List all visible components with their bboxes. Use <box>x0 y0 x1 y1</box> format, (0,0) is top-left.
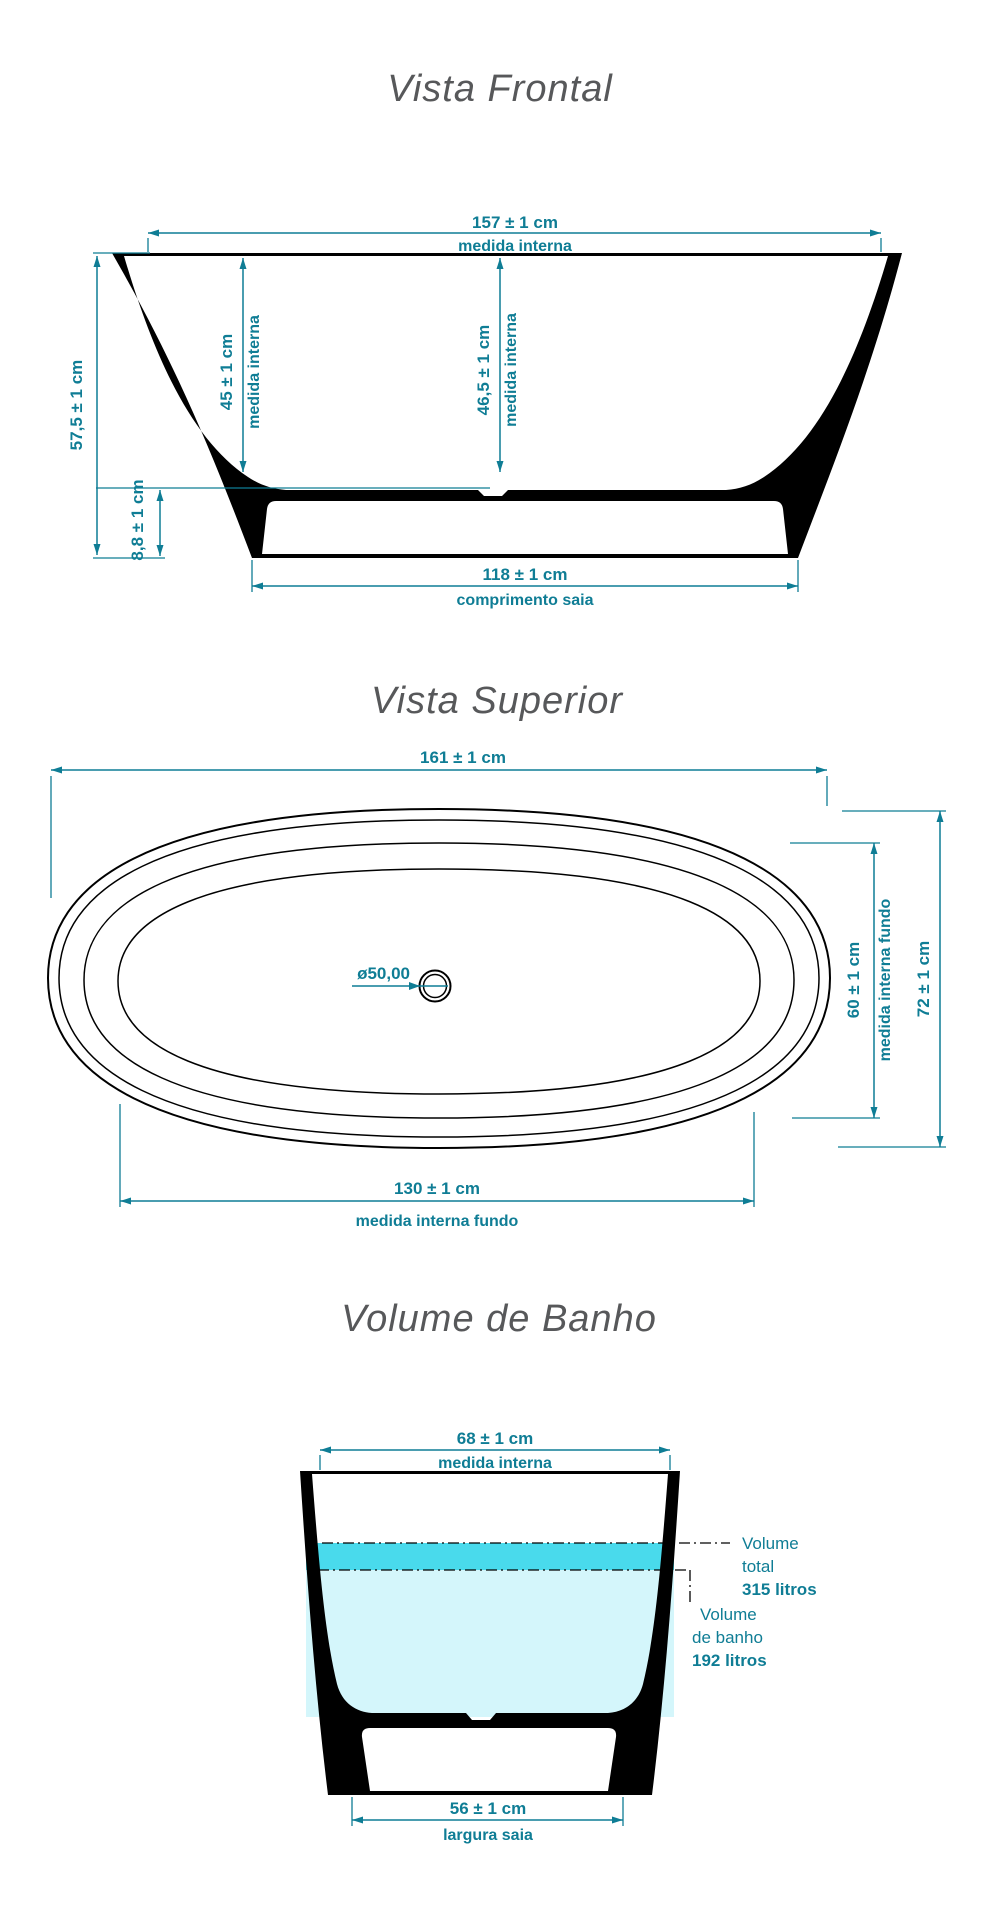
drain-diameter-value: ø50,00 <box>357 964 410 983</box>
volume-internal-width-value: 68 ± 1 cm <box>456 1429 534 1448</box>
top-inner-bottom-outline <box>118 869 760 1094</box>
top-outer-rim-outline <box>48 809 830 1148</box>
front-view-title: Vista Frontal <box>387 68 613 110</box>
volume-bath-line1: Volume <box>700 1605 757 1624</box>
volume-total-line2: total <box>742 1557 775 1576</box>
front-base-height-value: 8,8 ± 1 cm <box>128 479 147 561</box>
front-total-height-value: 57,5 ± 1 cm <box>67 359 86 451</box>
volume-view <box>300 1298 817 1844</box>
volume-view-title: Volume de Banho <box>341 1298 657 1340</box>
top-inner-width-label: medida interna fundo <box>355 1213 519 1230</box>
top-view <box>48 680 946 1230</box>
volume-total-line1: Volume <box>742 1534 799 1553</box>
top-inner-depth-label: medida interna fundo <box>877 898 894 1062</box>
volume-skirt-width-label: largura saia <box>443 1827 533 1844</box>
volume-bath-line2: de banho <box>692 1628 763 1647</box>
top-outer-depth-value: 72 ± 1 cm <box>914 940 933 1018</box>
front-depth-center-label: medida interna <box>503 313 520 427</box>
front-depth-left-label: medida interna <box>246 315 263 429</box>
top-view-title: Vista Superior <box>371 680 623 722</box>
volume-internal-width-label: medida interna <box>438 1455 552 1472</box>
drain-leader-arrow <box>409 982 420 990</box>
front-depth-center-value: 46,5 ± 1 cm <box>474 324 493 416</box>
front-view <box>67 68 902 609</box>
top-rim-inner-edge-outline <box>59 820 819 1137</box>
top-outer-width-value: 161 ± 1 cm <box>420 748 506 767</box>
front-internal-width-label: medida interna <box>458 238 572 255</box>
top-inner-depth-value: 60 ± 1 cm <box>844 941 863 1019</box>
top-inner-width-value: 130 ± 1 cm <box>394 1179 480 1198</box>
front-internal-width-value: 157 ± 1 cm <box>472 213 558 232</box>
water-total-band <box>306 1543 674 1570</box>
volume-skirt-width-value: 56 ± 1 cm <box>449 1799 527 1818</box>
front-skirt-length-value: 118 ± 1 cm <box>482 565 568 584</box>
volume-bath-value: 192 litros <box>692 1651 767 1670</box>
top-inner-wall-outline <box>84 843 794 1118</box>
volume-total-value: 315 litros <box>742 1580 817 1599</box>
water-bath-body <box>306 1570 674 1717</box>
front-skirt-length-label: comprimento saia <box>456 592 594 609</box>
front-depth-left-value: 45 ± 1 cm <box>217 333 236 411</box>
